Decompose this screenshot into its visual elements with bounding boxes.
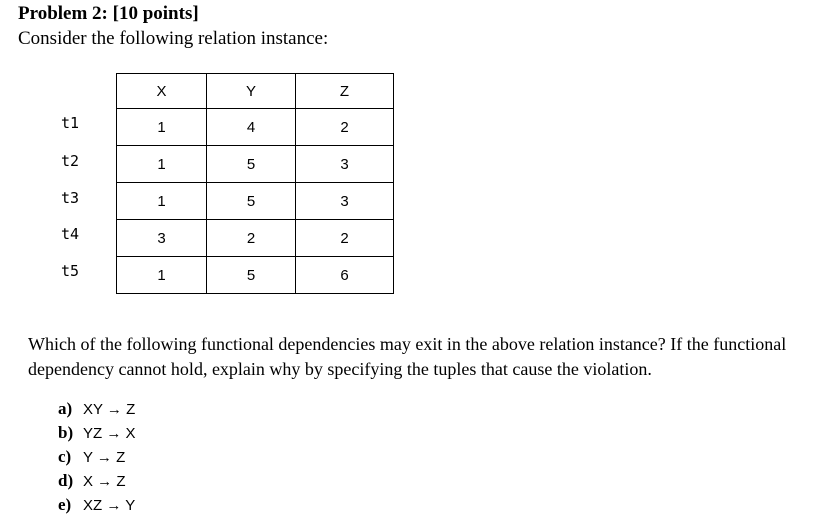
- option-d: [58, 469, 136, 493]
- column-header-z: Z: [296, 74, 394, 109]
- option-text: XY → Z: [83, 401, 136, 418]
- table-cell: 3: [296, 183, 394, 220]
- table-cell: 1: [117, 109, 207, 146]
- option-text: Y → Z: [83, 449, 126, 466]
- table-header-row: [117, 74, 394, 109]
- option-text: XZ → Y: [83, 497, 136, 514]
- table-cell: 2: [207, 220, 296, 257]
- option-text: X → Z: [83, 473, 126, 490]
- option-a: [58, 397, 136, 421]
- table-cell: 4: [207, 109, 296, 146]
- table-row: [117, 146, 394, 183]
- table-cell: 1: [117, 183, 207, 220]
- table-cell: 1: [117, 146, 207, 183]
- table-cell: 3: [117, 220, 207, 257]
- option-text: YZ → X: [83, 425, 136, 442]
- question-text: Which of the following functional dependencies may exit in the above relation instance? If the functional dependency cannot hold, explain why by specifying the tuples that cause the violation.: [28, 334, 787, 379]
- table-cell: 3: [296, 146, 394, 183]
- table-cell: 5: [207, 257, 296, 294]
- table-cell: 5: [207, 183, 296, 220]
- intro-text: Consider the following relation instance:: [18, 28, 329, 49]
- option-letter: c): [58, 447, 72, 466]
- tuple-label-t2: t2: [61, 152, 80, 170]
- column-header-y: Y: [207, 74, 296, 109]
- column-header-x: X: [117, 74, 207, 109]
- table-cell: 6: [296, 257, 394, 294]
- tuple-label-t1: t1: [61, 114, 80, 132]
- table-row: [117, 109, 394, 146]
- option-letter: e): [58, 495, 72, 514]
- tuple-label-t4: t4: [61, 225, 80, 243]
- option-letter: a): [58, 399, 73, 418]
- option-letter: b): [58, 423, 74, 442]
- table-row: [117, 183, 394, 220]
- table-row: [117, 220, 394, 257]
- option-e: [58, 493, 136, 517]
- tuple-label-t5: t5: [61, 262, 80, 280]
- option-letter: d): [58, 471, 74, 490]
- option-c: [58, 445, 136, 469]
- option-b: [58, 421, 136, 445]
- table-cell: 5: [207, 146, 296, 183]
- table-cell: 1: [117, 257, 207, 294]
- relation-table: [116, 73, 394, 294]
- tuple-label-t3: t3: [61, 189, 80, 207]
- table-row: [117, 257, 394, 294]
- problem-title: Problem 2: [10 points]: [18, 3, 199, 24]
- table-cell: 2: [296, 220, 394, 257]
- table-cell: 2: [296, 109, 394, 146]
- options-list: [58, 397, 136, 517]
